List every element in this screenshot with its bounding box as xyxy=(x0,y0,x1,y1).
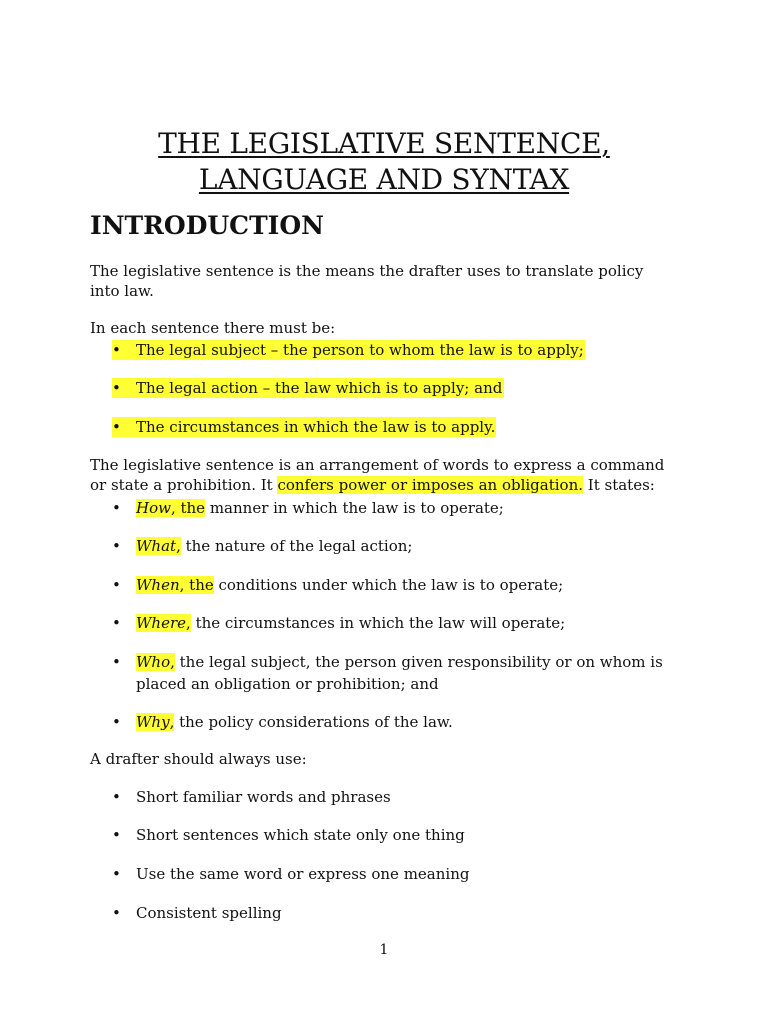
bullet-icon: • xyxy=(112,713,121,731)
title-line-2: LANGUAGE AND SYNTAX xyxy=(198,163,570,196)
bullet-icon: • xyxy=(112,537,121,555)
bullet-icon: • xyxy=(112,904,121,922)
must-be-lead: In each sentence there must be: xyxy=(90,319,336,337)
bullet-icon: • xyxy=(112,865,121,883)
intro-line-1: The legislative sentence is the means the drafter uses to translate policy xyxy=(90,262,644,280)
document-title xyxy=(0,126,768,198)
intro-paragraph xyxy=(90,261,680,301)
bullet-icon: • xyxy=(112,418,121,436)
bullet-icon: • xyxy=(112,379,121,397)
bullet-icon: • xyxy=(112,499,121,517)
bullet-icon: • xyxy=(112,341,121,359)
bullet-icon: • xyxy=(112,653,121,671)
highlighted-phrase: confers power or imposes an obligation. xyxy=(277,476,584,494)
arrangement-line-2: or state a prohibition. It confers power or imposes an obligation. It states: xyxy=(90,476,655,494)
page-number: 1 xyxy=(379,942,389,958)
bullet-icon: • xyxy=(112,826,121,844)
section-heading: INTRODUCTION xyxy=(90,211,325,240)
document-page: THE LEGISLATIVE SENTENCE, LANGUAGE AND SYNTAX INTRODUCTION The legislative sentence is the means the drafter uses to translate policy into law. In each sentence there must be: • The legal subject – the person to whom the law is to apply; • The legal action – the law which is to apply; and • The circumstances in which the law is to apply. The legislative sentence is an arrangement of words to express a command or state a prohibition. It confers power or imposes an obligation. It states: • How, the manner in which the law is to operate; • What, the nature of the legal action; • When, the conditions under which the law is to operate; • Where, the circumstances in which the law will operate; • Who, the legal subject, the person given responsibility or on whom is placed an obligation or prohibition; and • Why, the policy considerations of the law. A drafter should always use: • Short familiar words and phrases • Short sentences which state only one thing • Use the same word or express one meaning • Consistent spelling 1 xyxy=(0,0,768,1024)
title-line-1: THE LEGISLATIVE SENTENCE, xyxy=(158,127,610,160)
intro-line-2: into law. xyxy=(90,282,154,300)
arrangement-line-1: The legislative sentence is an arrangement of words to express a command xyxy=(90,456,665,474)
arrangement-paragraph xyxy=(90,455,680,495)
drafter-lead: A drafter should always use: xyxy=(90,750,307,768)
bullet-icon: • xyxy=(112,614,121,632)
bullet-icon: • xyxy=(112,576,121,594)
bullet-icon: • xyxy=(112,788,121,806)
